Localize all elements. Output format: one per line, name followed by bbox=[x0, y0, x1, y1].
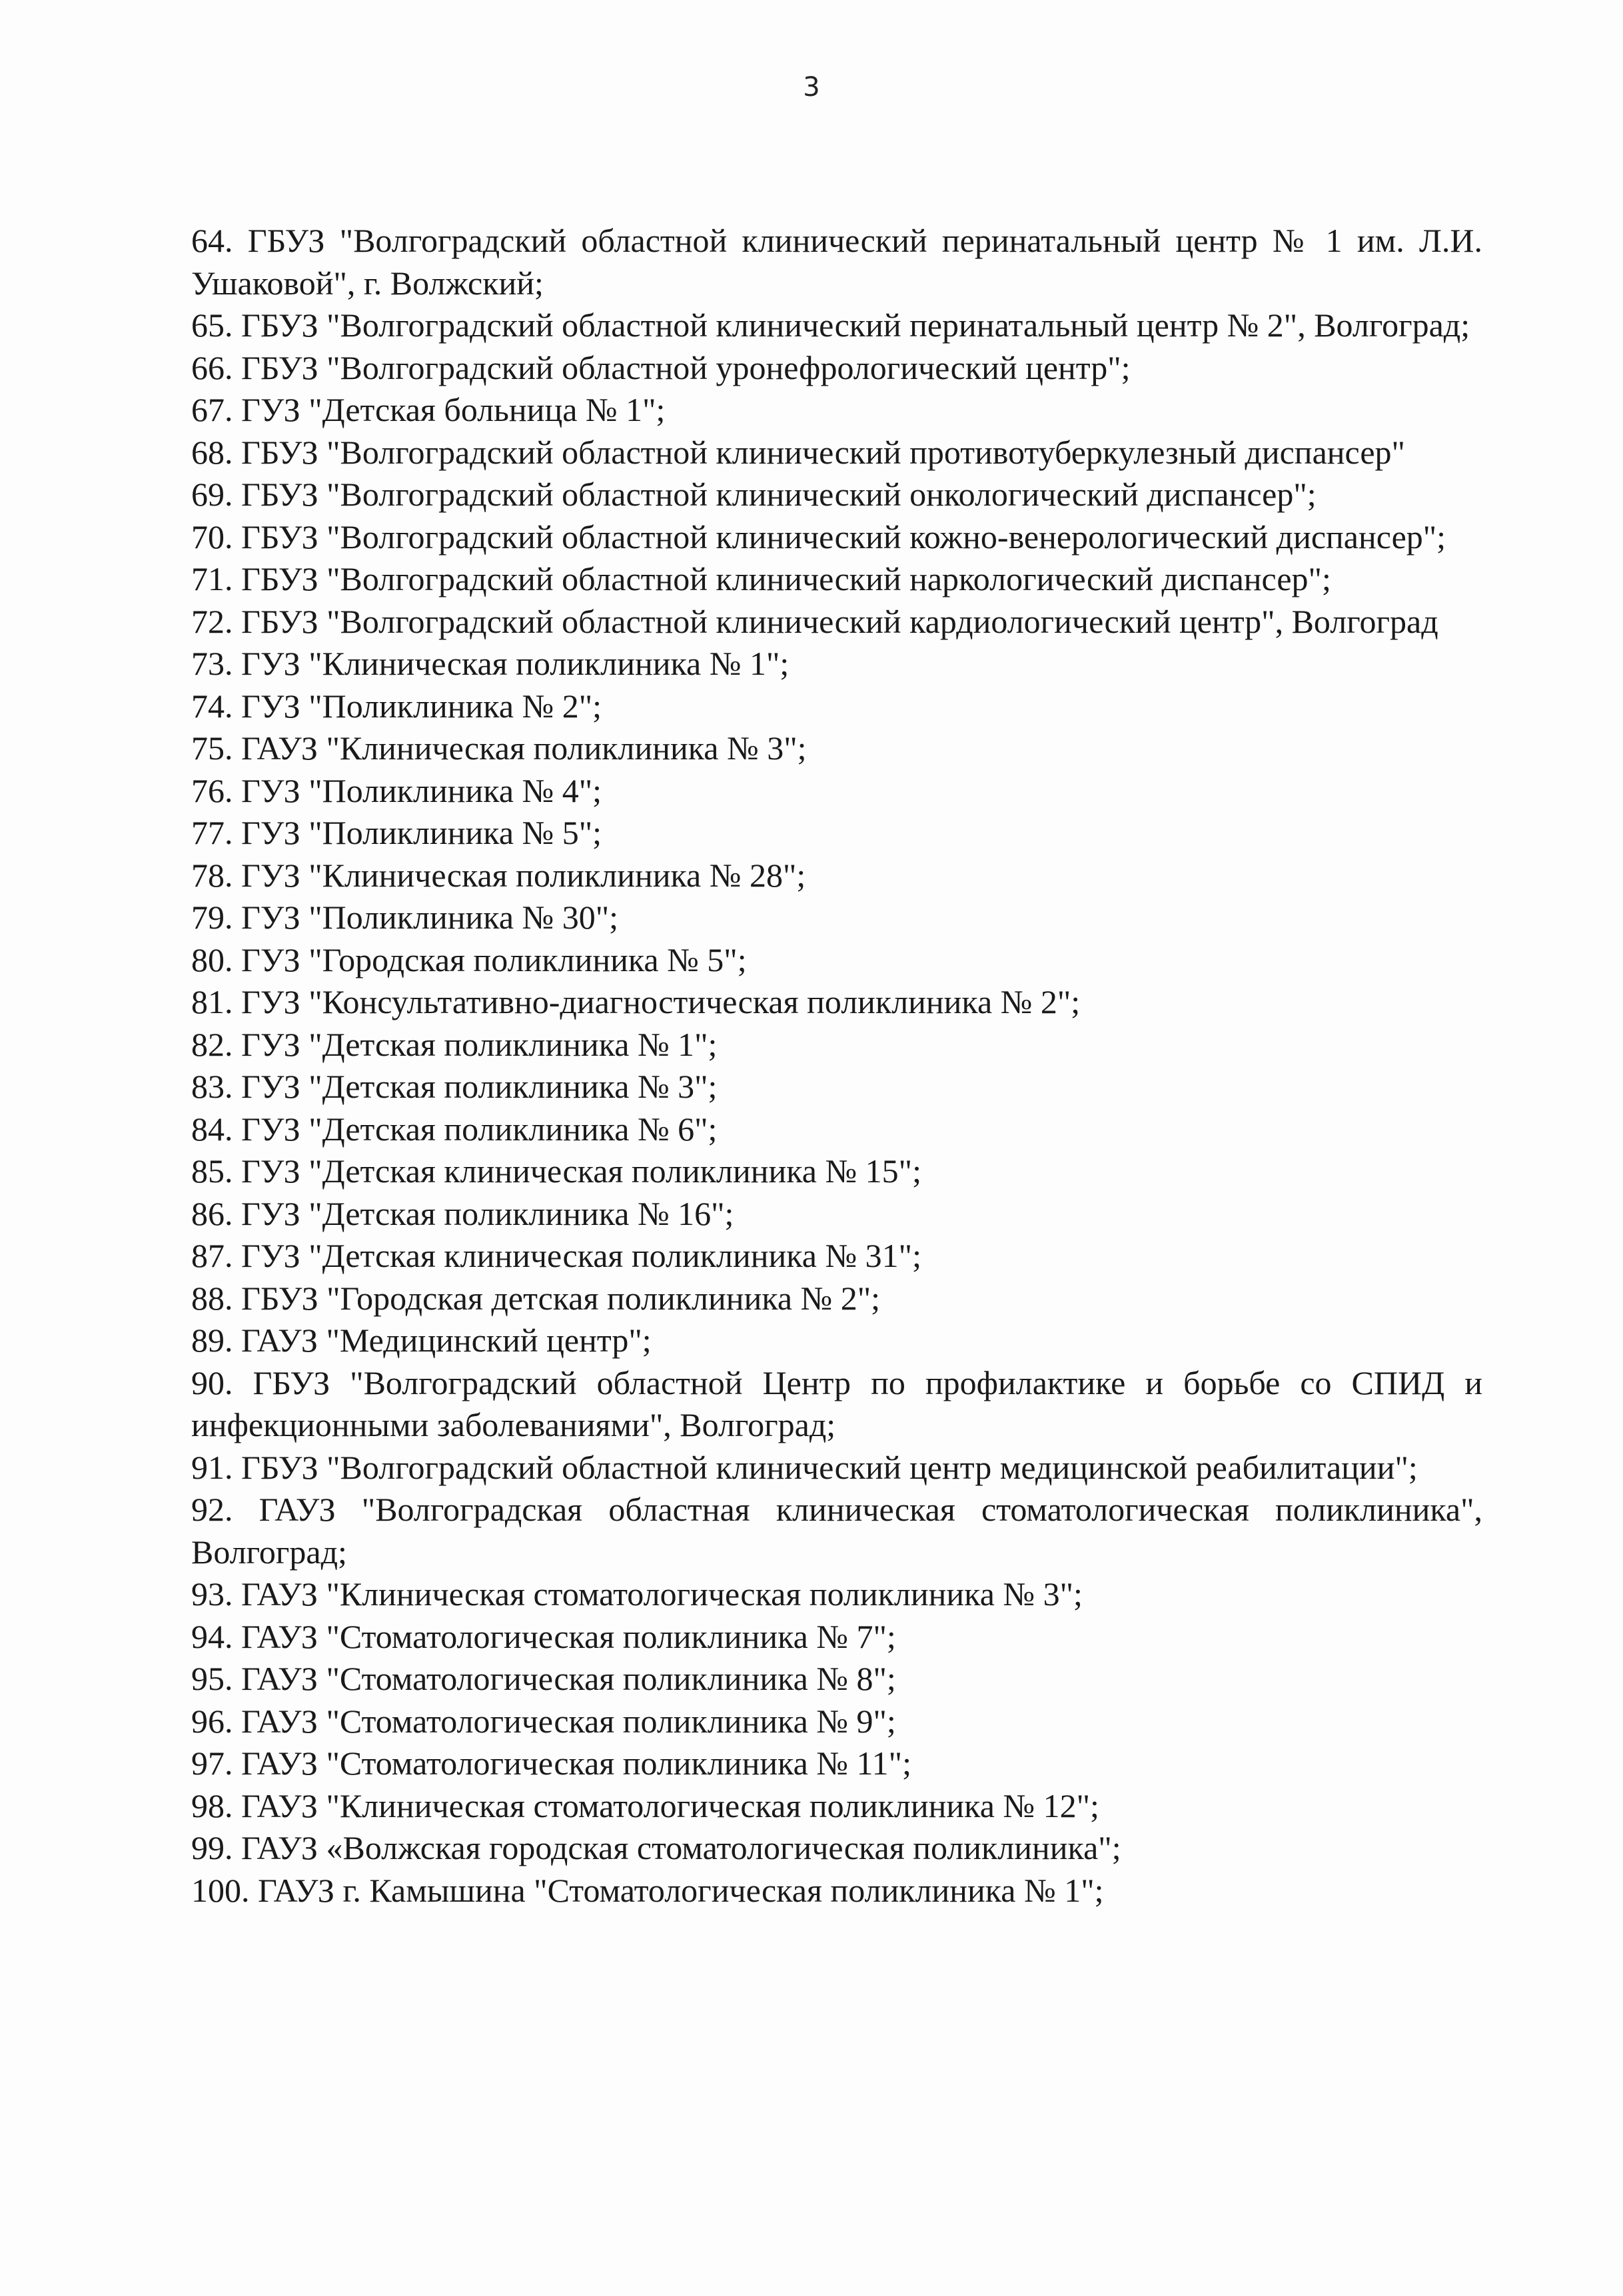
list-item bbox=[191, 1658, 1482, 1701]
item-number: 94. bbox=[191, 1617, 233, 1655]
list-item bbox=[191, 1827, 1482, 1870]
list-item bbox=[191, 1489, 1482, 1573]
item-text: ГУЗ "Детская поликлиника № 6"; bbox=[241, 1110, 718, 1148]
item-text: ГБУЗ "Волгоградский областной Центр по профилактике и борьбе со СПИД и инфекционными заболеваниями", Волгоград; bbox=[191, 1363, 1482, 1443]
item-text: ГУЗ "Поликлиника № 2"; bbox=[241, 687, 602, 725]
list-item bbox=[191, 1573, 1482, 1616]
item-number: 65. bbox=[191, 306, 233, 344]
item-text: ГБУЗ "Волгоградский областной клинический противотуберкулезный диспансер" bbox=[241, 433, 1405, 471]
list-item bbox=[191, 1742, 1482, 1785]
list-item bbox=[191, 601, 1482, 643]
list-item bbox=[191, 347, 1482, 390]
list-item bbox=[191, 939, 1482, 982]
item-text: ГБУЗ "Волгоградский областной клинический онкологический диспансер"; bbox=[241, 476, 1317, 513]
item-text: ГУЗ "Детская поликлиника № 16"; bbox=[241, 1194, 734, 1232]
item-number: 95. bbox=[191, 1660, 233, 1697]
item-number: 84. bbox=[191, 1110, 233, 1148]
item-text: ГУЗ "Детская поликлиника № 3"; bbox=[241, 1068, 718, 1105]
item-number: 90. bbox=[191, 1363, 233, 1401]
list-item bbox=[191, 770, 1482, 813]
item-number: 96. bbox=[191, 1702, 233, 1740]
item-number: 80. bbox=[191, 941, 233, 978]
item-number: 87. bbox=[191, 1237, 233, 1274]
item-number: 86. bbox=[191, 1194, 233, 1232]
list-item bbox=[191, 727, 1482, 770]
item-text: ГУЗ "Детская больница № 1"; bbox=[241, 391, 666, 428]
item-text: ГАУЗ "Медицинский центр"; bbox=[241, 1322, 652, 1359]
item-number: 98. bbox=[191, 1786, 233, 1824]
item-text: ГУЗ "Детская клиническая поликлиника № 31"; bbox=[241, 1237, 921, 1274]
list-item bbox=[191, 1193, 1482, 1236]
item-number: 75. bbox=[191, 729, 233, 767]
institution-list bbox=[191, 220, 1482, 1912]
item-number: 68. bbox=[191, 433, 233, 471]
list-item bbox=[191, 516, 1482, 559]
item-number: 92. bbox=[191, 1491, 233, 1528]
list-item bbox=[191, 304, 1482, 347]
item-text: ГБУЗ "Волгоградский областной уронефрологический центр"; bbox=[241, 348, 1131, 386]
item-text: ГБУЗ "Волгоградский областной клинический кожно-венерологический диспансер"; bbox=[241, 518, 1446, 556]
item-text: ГАУЗ "Стоматологическая поликлиника № 8"; bbox=[241, 1660, 896, 1697]
item-text: ГБУЗ "Волгоградский областной клинический кардиологический центр", Волгоград bbox=[241, 602, 1438, 640]
list-item bbox=[191, 1024, 1482, 1066]
item-text: ГУЗ "Клиническая поликлиника № 1"; bbox=[241, 645, 790, 682]
item-number: 78. bbox=[191, 856, 233, 894]
item-number: 82. bbox=[191, 1025, 233, 1063]
list-item bbox=[191, 1066, 1482, 1108]
item-text: ГУЗ "Городская поликлиника № 5"; bbox=[241, 941, 747, 978]
item-text: ГБУЗ "Волгоградский областной клинический перинатальный центр № 1 им. Л.И. Ушаковой", г. Волжский; bbox=[191, 222, 1483, 302]
item-number: 85. bbox=[191, 1152, 233, 1190]
list-item bbox=[191, 1785, 1482, 1828]
item-text: ГАУЗ "Стоматологическая поликлиника № 7"; bbox=[241, 1617, 896, 1655]
item-number: 71. bbox=[191, 560, 233, 597]
item-text: ГУЗ "Поликлиника № 30"; bbox=[241, 899, 619, 936]
list-item bbox=[191, 1235, 1482, 1278]
item-text: ГБУЗ "Городская детская поликлиника № 2"; bbox=[241, 1279, 881, 1317]
item-text: ГУЗ "Клиническая поликлиника № 28"; bbox=[241, 856, 806, 894]
item-number: 72. bbox=[191, 602, 233, 640]
item-number: 83. bbox=[191, 1068, 233, 1105]
item-text: ГАУЗ "Клиническая поликлиника № 3"; bbox=[241, 729, 807, 767]
item-text: ГАУЗ «Волжская городская стоматологическая поликлиника"; bbox=[241, 1829, 1121, 1866]
item-number: 67. bbox=[191, 391, 233, 428]
item-number: 79. bbox=[191, 899, 233, 936]
item-text: ГАУЗ "Клиническая стоматологическая поликлиника № 12"; bbox=[241, 1786, 1099, 1824]
item-number: 66. bbox=[191, 348, 233, 386]
item-number: 69. bbox=[191, 476, 233, 513]
list-item bbox=[191, 1616, 1482, 1659]
item-number: 91. bbox=[191, 1448, 233, 1486]
list-item bbox=[191, 1320, 1482, 1362]
item-text: ГУЗ "Консультативно-диагностическая поликлиника № 2"; bbox=[241, 983, 1081, 1020]
item-text: ГБУЗ "Волгоградский областной клинический центр медицинской реабилитации"; bbox=[241, 1448, 1418, 1486]
item-text: ГУЗ "Поликлиника № 4"; bbox=[241, 771, 602, 809]
list-item bbox=[191, 1108, 1482, 1151]
list-item bbox=[191, 1701, 1482, 1743]
item-number: 88. bbox=[191, 1279, 233, 1317]
list-item bbox=[191, 558, 1482, 601]
item-number: 70. bbox=[191, 518, 233, 556]
list-item bbox=[191, 1362, 1482, 1447]
item-text: ГАУЗ "Стоматологическая поликлиника № 11"; bbox=[241, 1744, 911, 1782]
page-number: 3 bbox=[803, 72, 820, 103]
list-item bbox=[191, 1447, 1482, 1489]
list-item bbox=[191, 220, 1482, 304]
list-item bbox=[191, 1150, 1482, 1193]
item-text: ГУЗ "Поликлиника № 5"; bbox=[241, 814, 602, 851]
list-item bbox=[191, 897, 1482, 939]
item-number: 74. bbox=[191, 687, 233, 725]
list-item bbox=[191, 432, 1482, 474]
item-text: ГБУЗ "Волгоградский областной клинический перинатальный центр № 2", Волгоград; bbox=[241, 306, 1470, 344]
list-item bbox=[191, 1870, 1482, 1912]
item-text: ГБУЗ "Волгоградский областной клинический наркологический диспансер"; bbox=[241, 560, 1331, 597]
list-item bbox=[191, 1278, 1482, 1320]
item-number: 93. bbox=[191, 1575, 233, 1613]
item-number: 99. bbox=[191, 1829, 233, 1866]
item-text: ГАУЗ "Клиническая стоматологическая поликлиника № 3"; bbox=[241, 1575, 1083, 1613]
item-number: 64. bbox=[191, 222, 233, 259]
item-number: 89. bbox=[191, 1322, 233, 1359]
list-item bbox=[191, 643, 1482, 685]
item-number: 81. bbox=[191, 983, 233, 1020]
list-item bbox=[191, 474, 1482, 516]
list-item bbox=[191, 685, 1482, 728]
item-number: 76. bbox=[191, 771, 233, 809]
item-number: 97. bbox=[191, 1744, 233, 1782]
list-item bbox=[191, 855, 1482, 897]
list-item bbox=[191, 389, 1482, 432]
item-number: 100. bbox=[191, 1871, 250, 1909]
item-number: 73. bbox=[191, 645, 233, 682]
list-item bbox=[191, 812, 1482, 855]
item-text: ГАУЗ "Волгоградская областная клиническая стоматологическая поликлиника", Волгоград; bbox=[191, 1491, 1483, 1571]
item-text: ГУЗ "Детская поликлиника № 1"; bbox=[241, 1025, 718, 1063]
item-text: ГУЗ "Детская клиническая поликлиника № 15"; bbox=[241, 1152, 921, 1190]
list-item bbox=[191, 981, 1482, 1024]
item-text: ГАУЗ "Стоматологическая поликлиника № 9"; bbox=[241, 1702, 896, 1740]
item-text: ГАУЗ г. Камышина "Стоматологическая поликлиника № 1"; bbox=[258, 1871, 1104, 1909]
item-number: 77. bbox=[191, 814, 233, 851]
